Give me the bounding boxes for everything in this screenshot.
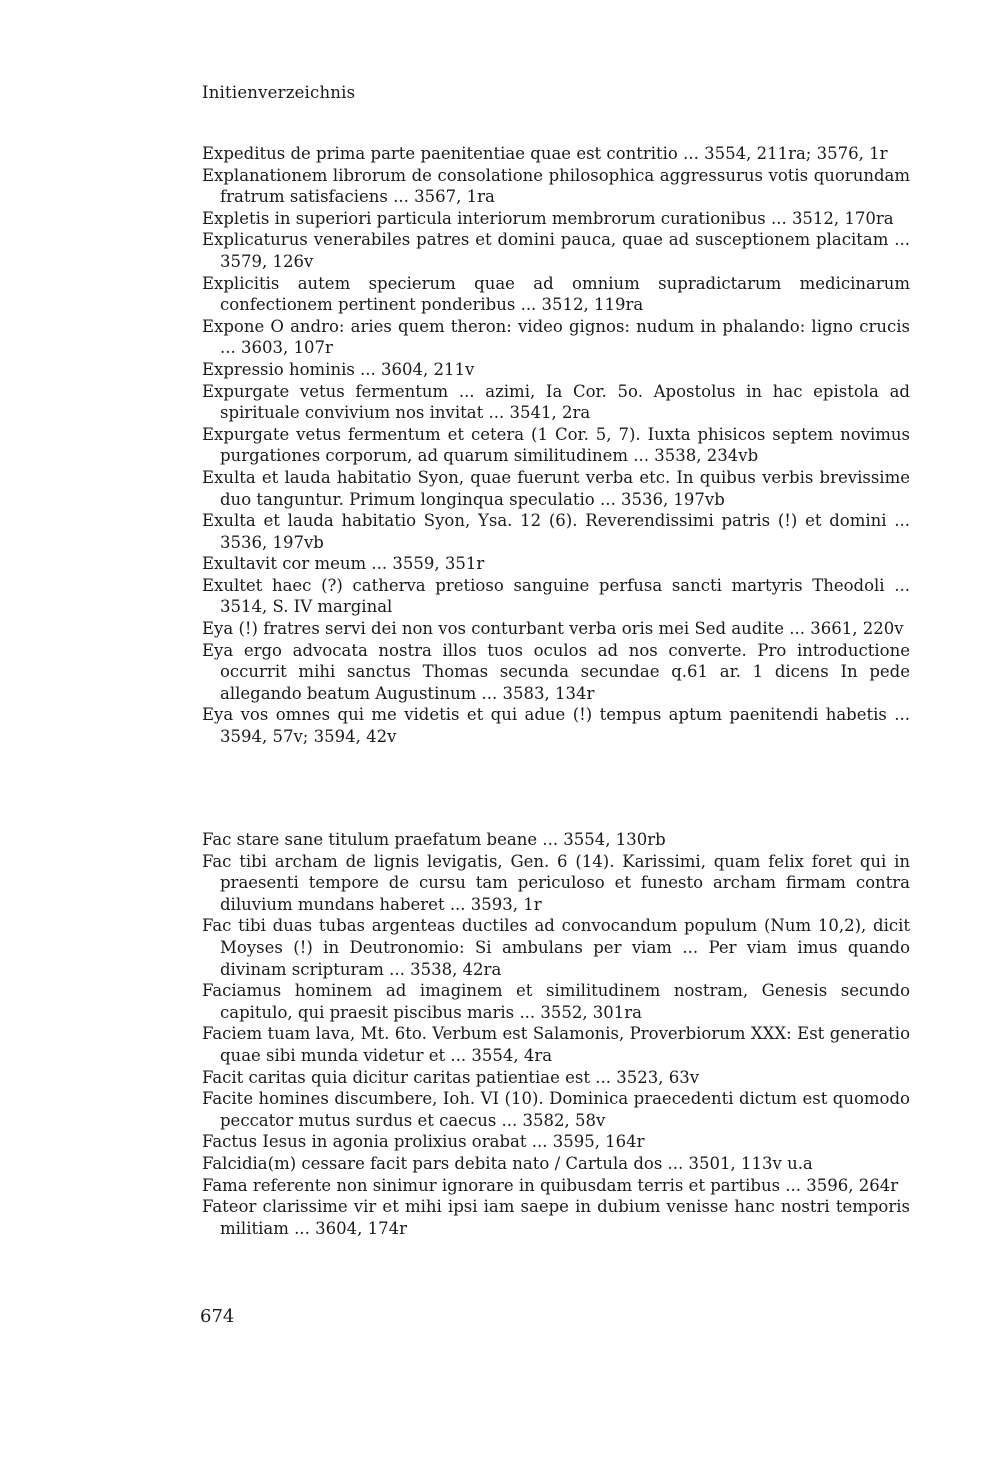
index-entry: Fateor clarissime vir et mihi ipsi iam saepe in dubium venisse hanc nostri temporis militiam ... 3604, 174r (202, 1197, 910, 1238)
index-entry: Factus Iesus in agonia prolixius orabat ... 3595, 164r (202, 1132, 645, 1152)
index-entry: Exulta et lauda habitatio Syon, quae fuerunt verba etc. In quibus verbis brevissime duo tanguntur. Primum longinqua speculatio ... 3536, 197vb (202, 467, 910, 509)
index-entry: Expressio hominis ... 3604, 211v (202, 359, 475, 379)
index-entry: Fac tibi archam de lignis levigatis, Gen. 6 (14). Karissimi, quam felix foret qui in praesenti tempore de cursu tam periculoso et funesto archam firmam contra diluvium mundans haberet ... 3593, 1r (202, 851, 910, 914)
index-entry: Fama referente non sinimur ignorare in quibusdam terris et partibus ... 3596, 264r (202, 1175, 899, 1195)
index-entry: Fac tibi duas tubas argenteas ductiles ad convocandum populum (Num 10,2), dicit Moyses (!) in Deutronomio: Si ambulans per viam ... Per viam imus quando divinam scripturam ... 3538, 42ra (202, 916, 910, 979)
index-entry: Faciem tuam lava, Mt. 6to. Verbum est Salamonis, Proverbiorum XXX: Est generatio quae sibi munda videtur et ... 3554, 4ra (202, 1024, 910, 1065)
index-entry: Exultavit cor meum ... 3559, 351r (202, 554, 485, 574)
index-entry: Expurgate vetus fermentum ... azimi, Ia Cor. 5o. Apostolus in hac epistola ad spirituale convivium nos invitat ... 3541, 2ra (202, 381, 910, 423)
index-entry: Expone O andro: aries quem theron: video gignos: nudum in phalando: ligno crucis ... 3603, 107r (202, 316, 910, 358)
index-entry: Explicitis autem specierum quae ad omnium supradictarum medicinarum confectionem pertinent ponderibus ... 3512, 119ra (202, 273, 910, 315)
index-entry: Expletis in superiori particula interiorum membrorum curationibus ... 3512, 170ra (202, 208, 894, 228)
index-entry: Eya ergo advocata nostra illos tuos oculos ad nos converte. Pro introductione occurrit mihi sanctus Thomas secunda secundae q.61 ar. 1 dicens In pede allegando beatum Augustinum ... 3583, 134r (202, 640, 910, 703)
entry-group-e (202, 143, 910, 748)
index-entry: Falcidia(m) cessare facit pars debita nato / Cartula dos ... 3501, 113v u.a (202, 1153, 813, 1173)
index-entry: Eya vos omnes qui me videtis et qui adue (!) tempus aptum paenitendi habetis ... 3594, 57v; 3594, 42v (202, 705, 910, 747)
index-entry: Explicaturus venerabiles patres et domini pauca, quae ad susceptionem placitam ... 3579, 126v (202, 230, 910, 271)
index-entry: Exulta et lauda habitatio Syon, Ysa. 12 (6). Reverendissimi patris (!) et domini ... 3536, 197vb (202, 511, 910, 552)
page-number: 674 (200, 1306, 235, 1327)
index-entry: Expurgate vetus fermentum et cetera (1 Cor. 5, 7). Iuxta phisicos septem novimus purgationes corporum, ad quarum similitudinem ... 3538, 234vb (202, 424, 910, 466)
index-entry: Facite homines discumbere, Ioh. VI (10). Dominica praecedenti dictum est quomodo peccator mutus surdus et caecus ... 3582, 58v (202, 1089, 910, 1130)
index-entry: Facit caritas quia dicitur caritas patientiae est ... 3523, 63v (202, 1067, 700, 1087)
index-entry: Fac stare sane titulum praefatum beane ... 3554, 130rb (202, 830, 666, 849)
index-entry: Explanationem librorum de consolatione philosophica aggressurus votis quorundam fratrum satisfaciens ... 3567, 1ra (202, 165, 910, 207)
index-entry: Exultet haec (?) catherva pretioso sanguine perfusa sancti martyris Theodoli ... 3514, S. IV marginal (202, 575, 910, 617)
running-head: Initienverzeichnis (202, 83, 356, 102)
index-entry: Eya (!) fratres servi dei non vos conturbant verba oris mei Sed audite ... 3661, 220v (202, 619, 904, 639)
entry-group-f (202, 829, 910, 1239)
index-entry: Faciamus hominem ad imaginem et similitudinem nostram, Genesis secundo capitulo, qui praesit piscibus maris ... 3552, 301ra (202, 981, 910, 1022)
index-entry: Expeditus de prima parte paenitentiae quae est contritio ... 3554, 211ra; 3576, 1r (202, 144, 888, 163)
